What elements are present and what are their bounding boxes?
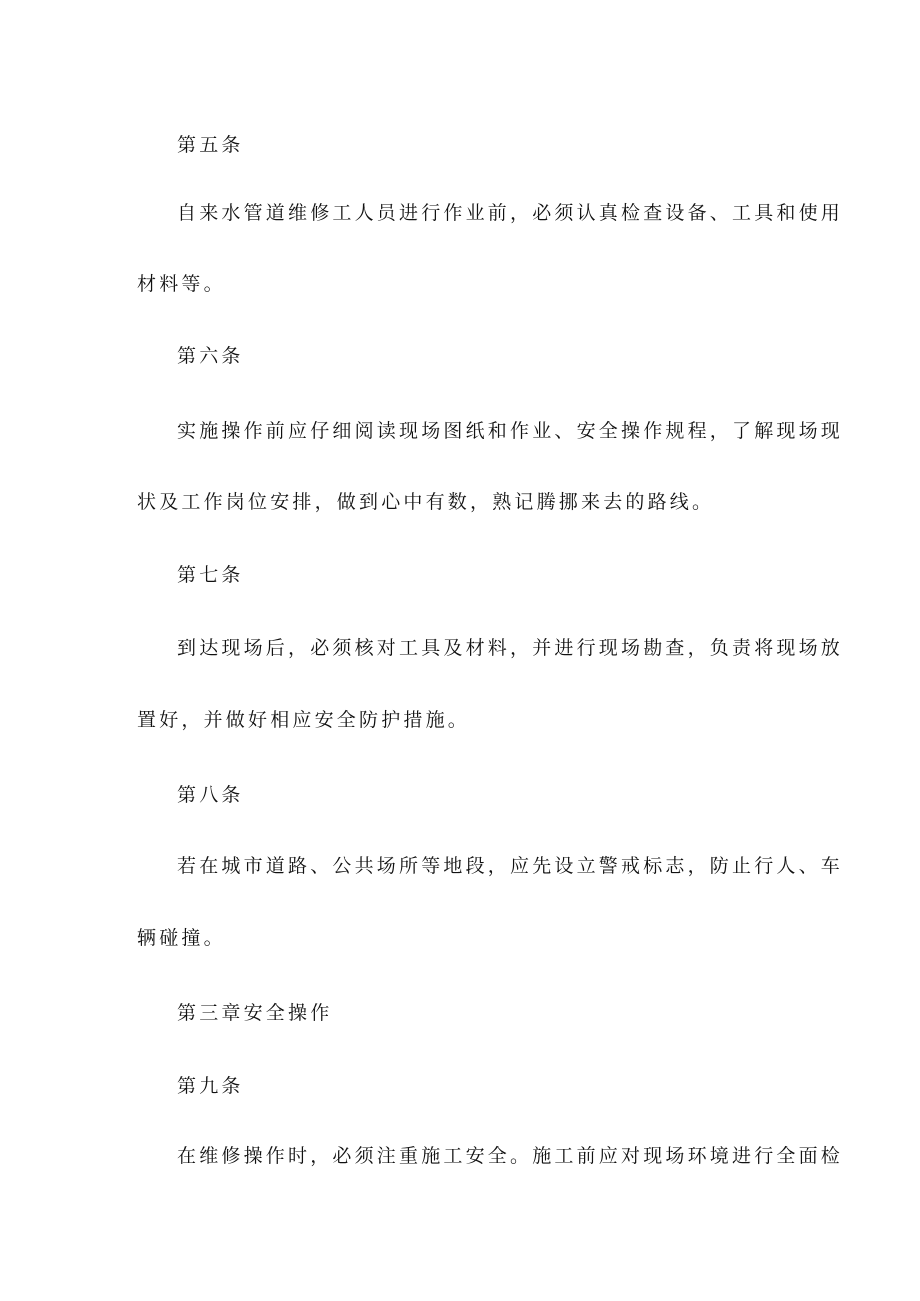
article-5-paragraph-line-1: 自来水管道维修工人员进行作业前，必须认真检查设备、工具和使用 xyxy=(177,202,844,224)
article-heading-7: 第七条 xyxy=(177,564,244,586)
article-6-paragraph-line-1: 实施操作前应仔细阅读现场图纸和作业、安全操作规程，了解现场现 xyxy=(177,420,844,442)
article-8-paragraph-line-1: 若在城市道路、公共场所等地段，应先设立警戒标志，防止行人、车 xyxy=(177,855,844,877)
article-6-paragraph-line-2: 状及工作岗位安排，做到心中有数，熟记腾挪来去的路线。 xyxy=(137,491,715,513)
article-7-paragraph-line-2: 置好，并做好相应安全防护措施。 xyxy=(137,709,471,731)
article-heading-6: 第六条 xyxy=(177,345,244,367)
article-heading-5: 第五条 xyxy=(177,134,244,156)
chapter-heading-3: 第三章安全操作 xyxy=(177,1002,333,1024)
article-9-paragraph-line-1: 在维修操作时，必须注重施工安全。施工前应对现场环境进行全面检 xyxy=(177,1145,844,1167)
article-5-paragraph-line-2: 材料等。 xyxy=(137,273,226,295)
article-heading-9: 第九条 xyxy=(177,1075,244,1097)
article-7-paragraph-line-1: 到达现场后，必须核对工具及材料，并进行现场勘查，负责将现场放 xyxy=(177,637,844,659)
article-heading-8: 第八条 xyxy=(177,784,244,806)
article-8-paragraph-line-2: 辆碰撞。 xyxy=(137,927,226,949)
